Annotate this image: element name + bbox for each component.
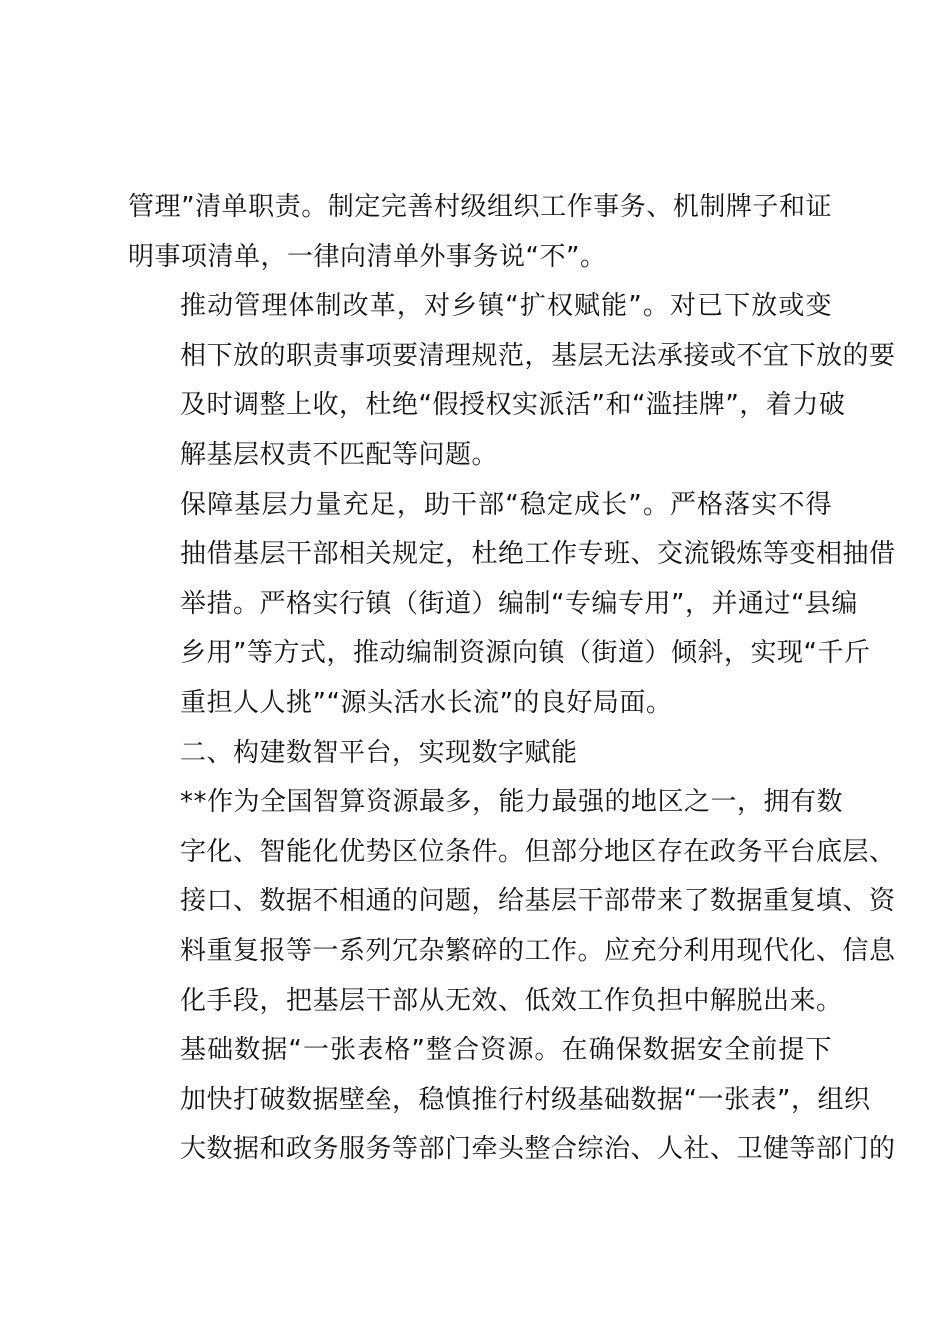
paragraph-5 <box>128 1026 896 1175</box>
text-line: 及时调整上收，杜绝“假授权实派活”和“滥挂牌”，着力破 <box>180 390 846 421</box>
text-line: 明事项清单，一律向清单外事务说“不”。 <box>128 241 607 272</box>
text-line: 保障基层力量充足，助干部“稳定成长”。严格落实不得 <box>180 489 832 520</box>
text-line: 推动管理体制改革，对乡镇“扩权赋能”。对已下放或变 <box>180 291 832 322</box>
text-line: 重担人人挑”“源头活水长流”的良好局面。 <box>180 687 673 718</box>
text-line: 化手段，把基层干部从无效、低效工作负担中解脱出来。 <box>180 985 843 1016</box>
text-line: 字化、智能化优势区位条件。但部分地区存在政务平台底层、 <box>180 836 896 867</box>
paragraph-1 <box>128 183 832 282</box>
text-line: 二、构建数智平台，实现数字赋能 <box>180 737 578 768</box>
paragraph-2 <box>128 282 896 480</box>
text-line: 接口、数据不相通的问题，给基层干部带来了数据重复填、资 <box>180 886 896 917</box>
paragraph-3 <box>128 481 896 729</box>
document-body <box>128 183 896 1175</box>
text-line: 料重复报等一系列冗杂繁碎的工作。应充分利用现代化、信息 <box>180 935 896 966</box>
section-heading <box>128 729 832 779</box>
text-line: 抽借基层干部相关规定，杜绝工作专班、交流锻炼等变相抽借 <box>180 539 896 570</box>
text-line: 管理”清单职责。制定完善村级组织工作事务、机制牌子和证 <box>128 192 832 222</box>
text-line: 乡用”等方式，推动编制资源向镇（街道）倾斜，实现“千斤 <box>180 638 871 669</box>
text-line: 举措。严格实行镇（街道）编制“专编专用”，并通过“县编 <box>180 588 858 619</box>
text-line: 大数据和政务服务等部门牵头整合综治、人社、卫健等部门的 <box>180 1134 896 1165</box>
text-line: 相下放的职责事项要清理规范，基层无法承接或不宜下放的要 <box>180 340 896 371</box>
text-line: **作为全国智算资源最多，能力最强的地区之一，拥有数 <box>180 787 844 818</box>
text-line: 解基层权责不匹配等问题。 <box>180 439 499 470</box>
text-line: 加快打破数据壁垒，稳慎推行村级基础数据“一张表”，组织 <box>180 1084 871 1115</box>
paragraph-4 <box>128 778 896 1026</box>
text-line: 基础数据“一张表格”整合资源。在确保数据安全前提下 <box>180 1035 832 1066</box>
